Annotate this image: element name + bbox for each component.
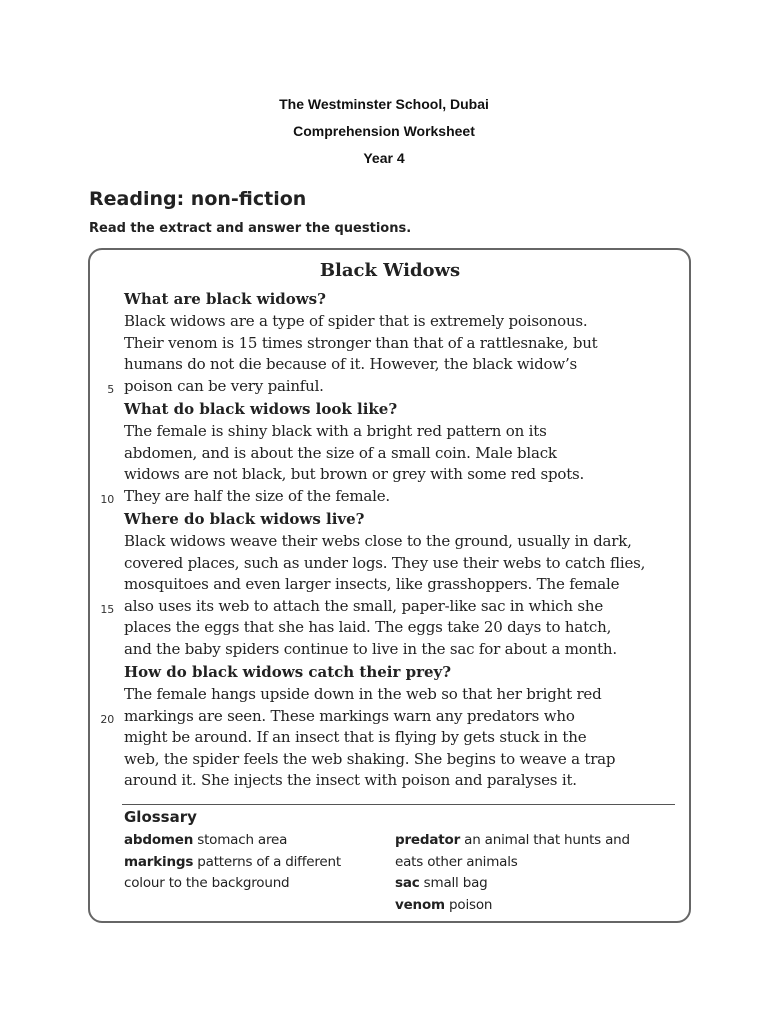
line-text: humans do not die because of it. However, the black widow’s (124, 355, 578, 373)
line-text: They are half the size of the female. (124, 486, 390, 505)
text-line (124, 639, 684, 661)
line-text: and the baby spiders continue to live in the sac for about a month. (124, 639, 617, 658)
glossary-definition: colour to the background (124, 875, 290, 891)
text-line (124, 617, 684, 639)
glossary-entry (395, 873, 630, 895)
glossary-definition: eats other animals (395, 853, 518, 870)
line-text: web, the spider feels the web shaking. She begins to weave a trap (124, 749, 616, 768)
section-title: Reading: non-fiction (89, 188, 307, 210)
line-text: widows are not black, but brown or grey with some red spots. (124, 465, 585, 483)
text-line (124, 749, 684, 771)
glossary-term: venom (395, 896, 445, 913)
worksheet-title: Comprehension Worksheet (293, 123, 475, 139)
line-text: Their venom is 15 times stronger than that of a rattlesnake, but (124, 333, 598, 352)
text-line (124, 421, 684, 443)
line-number: 10 (100, 492, 114, 506)
line-number: 5 (107, 382, 114, 396)
text-line (124, 574, 684, 596)
glossary-left-column (124, 830, 341, 895)
glossary-right-column (395, 830, 630, 916)
glossary-entry (124, 873, 341, 895)
text-line (124, 464, 684, 486)
glossary-term: sac (395, 875, 420, 891)
glossary-title: Glossary (124, 808, 197, 826)
line-text: covered places, such as under logs. They use their webs to catch flies, (124, 553, 646, 572)
line-text: places the eggs that she has laid. The eggs take 20 days to hatch, (124, 618, 612, 636)
line-text: poison can be very painful. (124, 376, 324, 395)
glossary-term: abdomen (124, 832, 194, 848)
line-text: around it. She injects the insect with poison and paralyses it. (124, 771, 577, 789)
text-line (124, 684, 684, 706)
line-text: also uses its web to attach the small, paper-like sac in which she (124, 596, 604, 615)
glossary-definition: patterns of a different (193, 853, 341, 870)
glossary-entry (124, 830, 341, 852)
line-text: mosquitoes and even larger insects, like grasshoppers. The female (124, 575, 620, 593)
line-text: might be around. If an insect that is flying by gets stuck in the (124, 728, 587, 746)
text-line (124, 311, 684, 333)
text-line (124, 443, 684, 465)
text-line (124, 727, 684, 749)
glossary-definition: poison (444, 896, 493, 913)
section-heading: Where do black widows live? (124, 510, 365, 528)
article-body (100, 287, 684, 792)
line-number: 15 (100, 602, 114, 616)
glossary-definition: small bag (419, 875, 488, 891)
text-line (124, 354, 684, 376)
glossary-term: predator (395, 832, 461, 848)
text-line (124, 531, 684, 553)
section-heading: What do black widows look like? (124, 400, 398, 418)
line-text: Black widows weave their webs close to the ground, usually in dark, (124, 532, 632, 550)
glossary-divider (122, 804, 675, 805)
line-text: Black widows are a type of spider that is extremely poisonous. (124, 312, 588, 330)
year-level: Year 4 (363, 150, 405, 166)
text-line (100, 486, 684, 508)
glossary-term: markings (124, 853, 194, 870)
text-line (107, 376, 684, 398)
text-line (124, 553, 684, 575)
text-line (124, 770, 684, 792)
line-text: The female hangs upside down in the web so that her bright red (124, 685, 602, 703)
glossary-definition: stomach area (193, 832, 288, 848)
glossary-definition: an animal that hunts and (460, 832, 630, 848)
line-number: 20 (100, 712, 114, 726)
glossary-entry (395, 895, 630, 917)
text-line (124, 333, 684, 355)
glossary-entry (395, 852, 630, 874)
glossary-entry (124, 852, 341, 874)
instruction-text: Read the extract and answer the questions. (89, 221, 412, 236)
worksheet-header (0, 91, 768, 172)
school-name: The Westminster School, Dubai (279, 96, 489, 112)
section-heading: How do black widows catch their prey? (124, 663, 452, 681)
line-text: The female is shiny black with a bright red pattern on its (124, 422, 547, 440)
line-text: abdomen, and is about the size of a small coin. Male black (124, 443, 557, 462)
article-title: Black Widows (319, 260, 461, 281)
text-line (100, 706, 684, 728)
glossary-entry (395, 830, 630, 852)
line-text: markings are seen. These markings warn any predators who (124, 706, 575, 725)
section-heading: What are black widows? (124, 290, 326, 308)
text-line (100, 596, 684, 618)
